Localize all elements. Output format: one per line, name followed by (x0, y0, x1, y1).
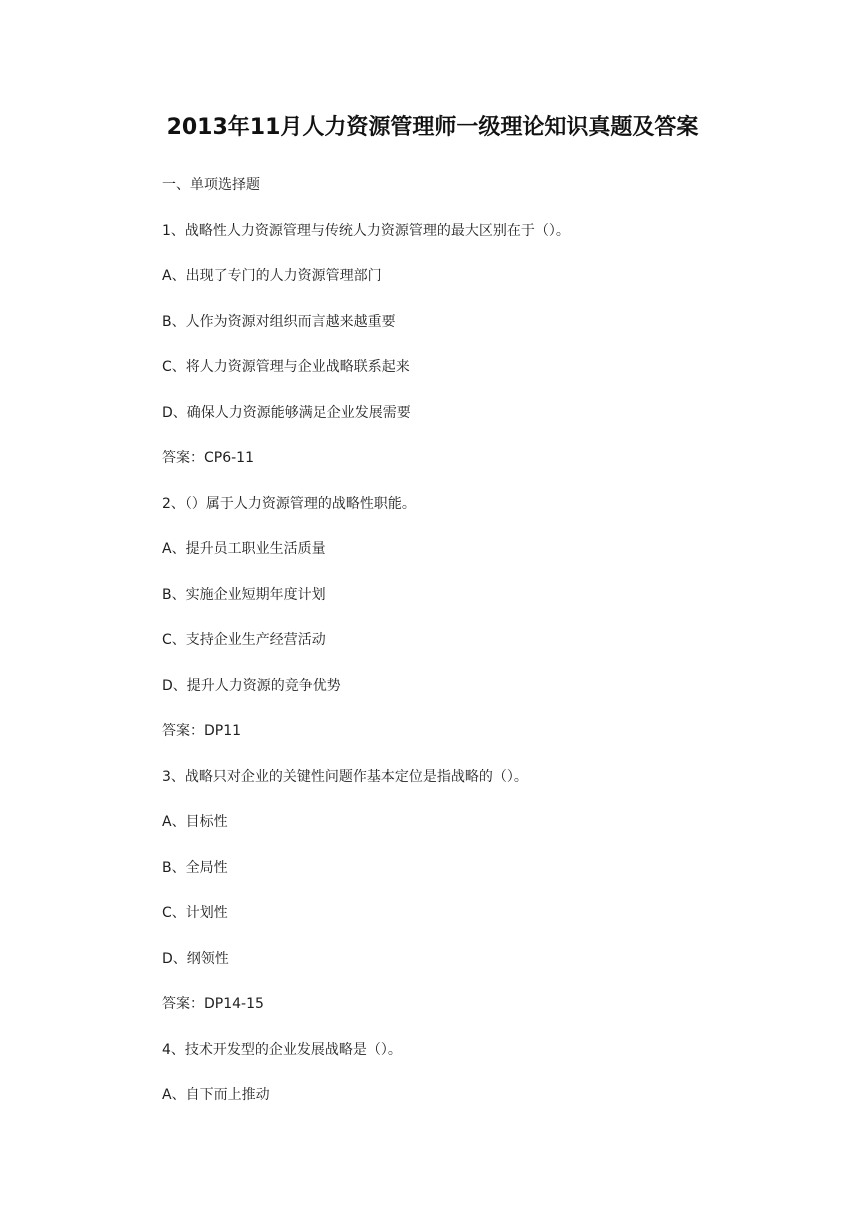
option-2d: D、提升人力资源的竞争优势 (162, 677, 341, 694)
option-1a: A、出现了专门的人力资源管理部门 (162, 268, 382, 284)
answer-2: 答案：DP11 (162, 723, 242, 739)
option-2b: B、实施企业短期年度计划 (162, 586, 326, 603)
option-3d: D、纲领性 (162, 950, 229, 967)
answer-3: 答案：DP14-15 (162, 996, 264, 1012)
question-2: 2、（）属于人力资源管理的战略性职能。 (162, 495, 416, 512)
option-3b: B、全局性 (162, 859, 228, 876)
question-4: 4、技术开发型的企业发展战略是（）。 (162, 1041, 402, 1058)
answer-1: 答案：CP6-11 (162, 450, 254, 466)
option-1b: B、人作为资源对组织而言越来越重要 (162, 313, 396, 330)
question-list (162, 173, 802, 1129)
option-4a: A、自下而上推动 (162, 1087, 270, 1103)
option-2c: C、支持企业生产经营活动 (162, 632, 326, 648)
question-1: 1、战略性人力资源管理与传统人力资源管理的最大区别在于（）。 (162, 222, 570, 239)
question-3: 3、战略只对企业的关键性问题作基本定位是指战略的（）。 (162, 768, 528, 785)
page-title: 2013年11月人力资源管理师一级理论知识真题及答案 (166, 115, 699, 140)
option-1c: C、将人力资源管理与企业战略联系起来 (162, 359, 410, 375)
option-2a: A、提升员工职业生活质量 (162, 541, 326, 557)
option-3c: C、计划性 (162, 905, 228, 921)
option-3a: A、目标性 (162, 814, 228, 830)
section-heading: 一、单项选择题 (162, 177, 260, 193)
option-1d: D、确保人力资源能够满足企业发展需要 (162, 404, 411, 421)
